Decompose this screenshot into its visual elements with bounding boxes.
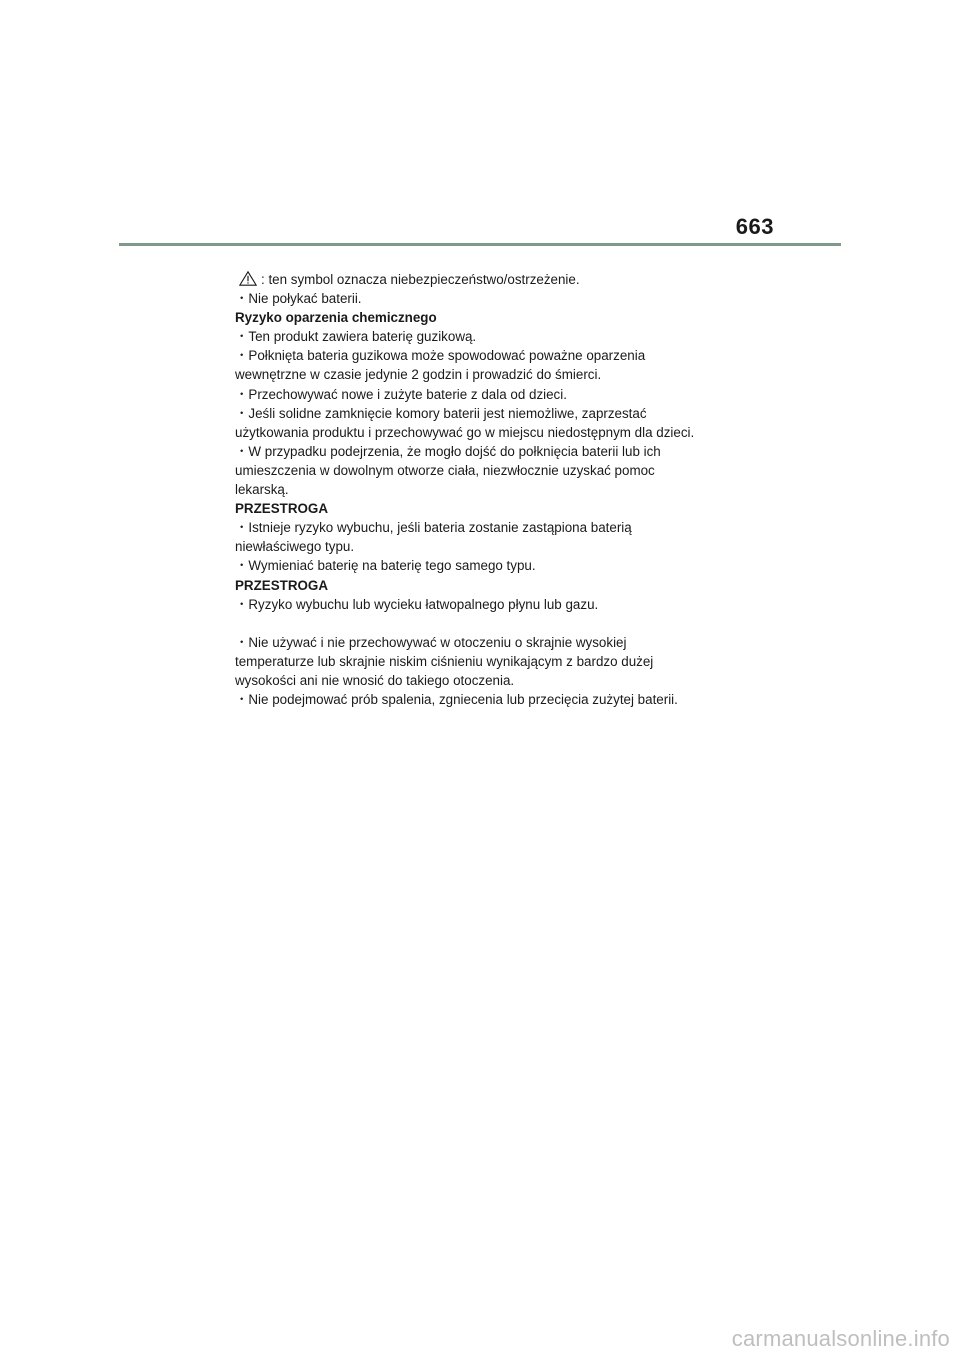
- footer-watermark: carmanualsonline.info: [731, 1326, 950, 1351]
- text-line: ・Wymieniać baterię na baterię tego samego typu.: [235, 558, 536, 574]
- warning-triangle-icon: [239, 271, 257, 286]
- text-line: ・Ryzyko wybuchu lub wycieku łatwopalnego płynu lub gazu.: [235, 596, 599, 612]
- text-lines: [235, 289, 755, 709]
- text-line: niewłaściwego typu.: [235, 539, 355, 555]
- text-line: ・Istnieje ryzyko wybuchu, jeśli bateria zostanie zastąpiona baterią: [235, 520, 632, 536]
- text-line: lekarską.: [235, 482, 289, 498]
- text-line: ・Nie używać i nie przechowywać w otoczeniu o skrajnie wysokiej: [235, 634, 627, 650]
- text-line: umieszczenia w dowolnym otworze ciała, niezwłocznie uzyskać pomoc: [235, 462, 655, 478]
- text-line: ・Ten produkt zawiera baterię guzikową.: [235, 329, 477, 345]
- text-line: wysokości ani nie wnosić do takiego otoczenia.: [235, 672, 515, 688]
- battery-warning-text: [235, 270, 755, 709]
- text-line: ・Jeśli solidne zamknięcie komory baterii jest niemożliwe, zaprzestać: [235, 405, 647, 421]
- text-line: ・Nie podejmować prób spalenia, zgniecenia lub przecięcia zużytej baterii.: [235, 692, 678, 708]
- text-line: ・Nie połykać baterii.: [235, 291, 362, 307]
- text-line: ・W przypadku podejrzenia, że mogło dojść do połknięcia baterii lub ich: [235, 443, 661, 459]
- text-line: użytkowania produktu i przechowywać go w miejscu niedostępnym dla dzieci.: [235, 424, 695, 440]
- text-line: wewnętrzne w czasie jedynie 2 godzin i prowadzić do śmierci.: [235, 367, 602, 383]
- section-heading: PRZESTROGA: [235, 501, 328, 517]
- section-heading: Ryzyko oparzenia chemicznego: [235, 310, 437, 326]
- text-line: temperaturze lub skrajnie niskim ciśnieniu wynikającym z bardzo dużej: [235, 653, 654, 669]
- header-divider: [119, 243, 841, 246]
- page-number: 663: [735, 214, 774, 239]
- symbol-explanation-line: [235, 270, 755, 289]
- section-heading: PRZESTROGA: [235, 577, 328, 593]
- blank-line: [235, 614, 755, 633]
- symbol-explanation-text: : ten symbol oznacza niebezpieczeństwo/ostrzeżenie.: [261, 272, 580, 287]
- text-line: ・Połknięta bateria guzikowa może spowodować poważne oparzenia: [235, 348, 646, 364]
- text-line: ・Przechowywać nowe i zużyte baterie z dala od dzieci.: [235, 386, 567, 402]
